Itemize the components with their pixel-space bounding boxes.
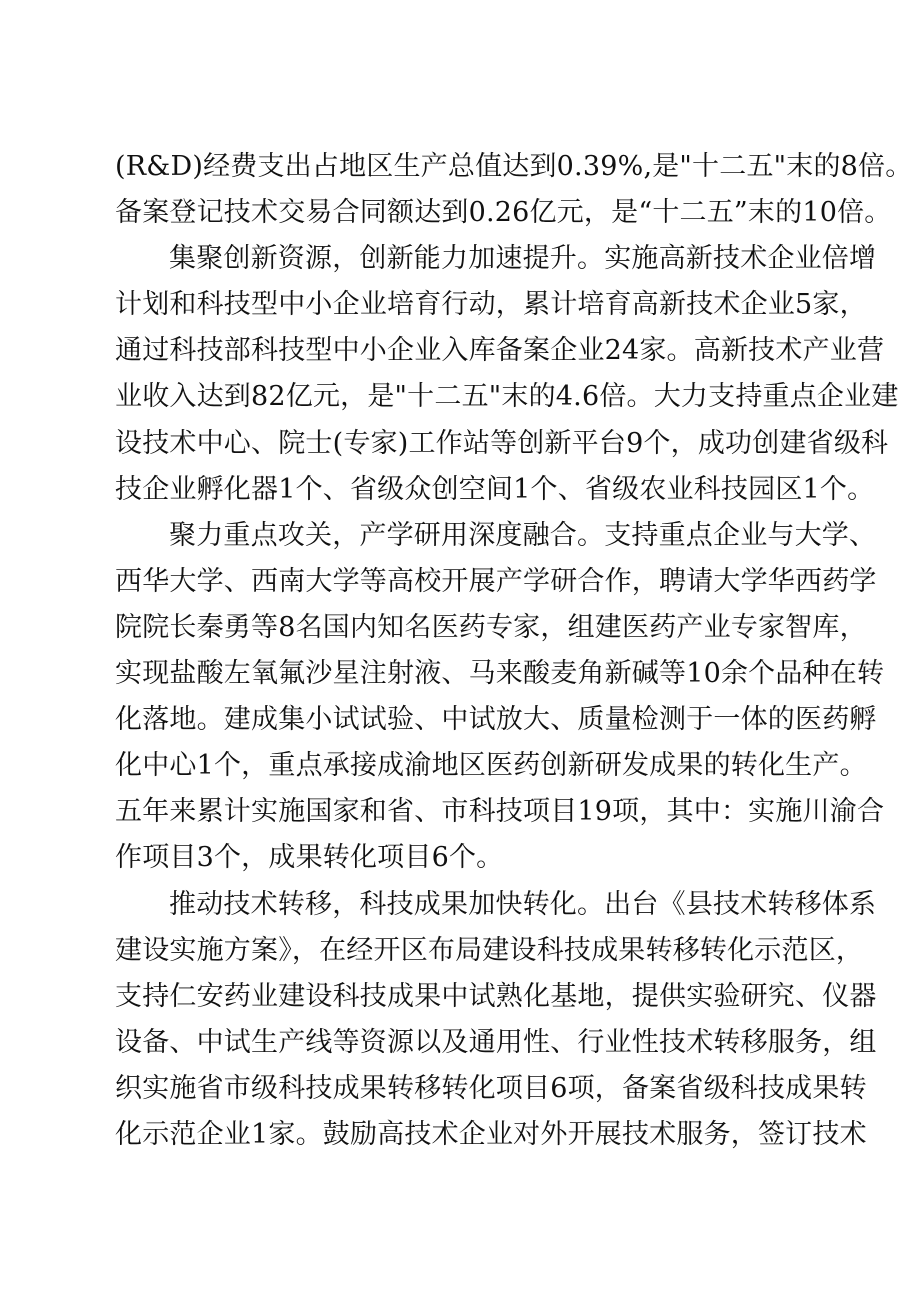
text-line: 织实施省市级科技成果转移转化项目6项，备案省级科技成果转 xyxy=(115,1072,867,1104)
text-line: 计划和科技型中小企业培育行动，累计培育高新技术企业5家， xyxy=(115,289,867,321)
text-line: 通过科技部科技型中小企业入库备案企业24家。高新技术产业营 xyxy=(115,335,885,367)
text-line: 业收入达到82亿元，是"十二五"末的4.6倍。大力支持重点企业建 xyxy=(115,381,899,413)
text-line: 化示范企业1家。鼓励高技术企业对外开展技术服务，签订技术 xyxy=(115,1118,867,1150)
text-line: 作项目3个，成果转化项目6个。 xyxy=(115,842,504,874)
paragraph-start-line: 推动技术转移，科技成果加快转化。出台《县技术转移体系 xyxy=(169,888,877,920)
text-line: 设备、中试生产线等资源以及通用性、行业性技术转移服务，组 xyxy=(115,1026,877,1058)
text-line: 化中心1个，重点承接成渝地区医药创新研发成果的转化生产。 xyxy=(115,750,867,782)
text-line: (R&D)经费支出占地区生产总值达到0.39%,是"十二五"末的8倍。 xyxy=(115,151,913,182)
text-line: 支持仁安药业建设科技成果中试熟化基地，提供实验研究、仪器 xyxy=(115,980,877,1012)
text-line: 西华大学、西南大学等高校开展产学研合作，聘请大学华西药学 xyxy=(115,565,877,597)
text-line: 院院长秦勇等8名国内知名医药专家，组建医药产业专家智库， xyxy=(115,611,867,643)
text-line: 备案登记技术交易合同额达到0.26亿元，是“十二五”末的10倍。 xyxy=(115,197,892,229)
text-line: 技企业孵化器1个、省级众创空间1个、省级农业科技园区1个。 xyxy=(115,473,875,505)
text-line: 设技术中心、院士(专家)工作站等创新平台9个，成功创建省级科 xyxy=(115,427,889,459)
text-line: 建设实施方案》，在经开区布局建设科技成果转移转化示范区， xyxy=(115,934,864,966)
paragraph-start-line: 聚力重点攻关，产学研用深度融合。支持重点企业与大学、 xyxy=(169,519,877,551)
paragraph-start-line: 集聚创新资源，创新能力加速提升。实施高新技术企业倍增 xyxy=(169,243,877,275)
text-line: 实现盐酸左氧氟沙星注射液、马来酸麦角新碱等10余个品种在转 xyxy=(115,658,885,690)
text-line: 五年来累计实施国家和省、市科技项目19项，其中：实施川渝合 xyxy=(115,796,885,828)
text-line: 化落地。建成集小试试验、中试放大、质量检测于一体的医药孵 xyxy=(115,704,877,736)
body-text xyxy=(115,144,913,1158)
